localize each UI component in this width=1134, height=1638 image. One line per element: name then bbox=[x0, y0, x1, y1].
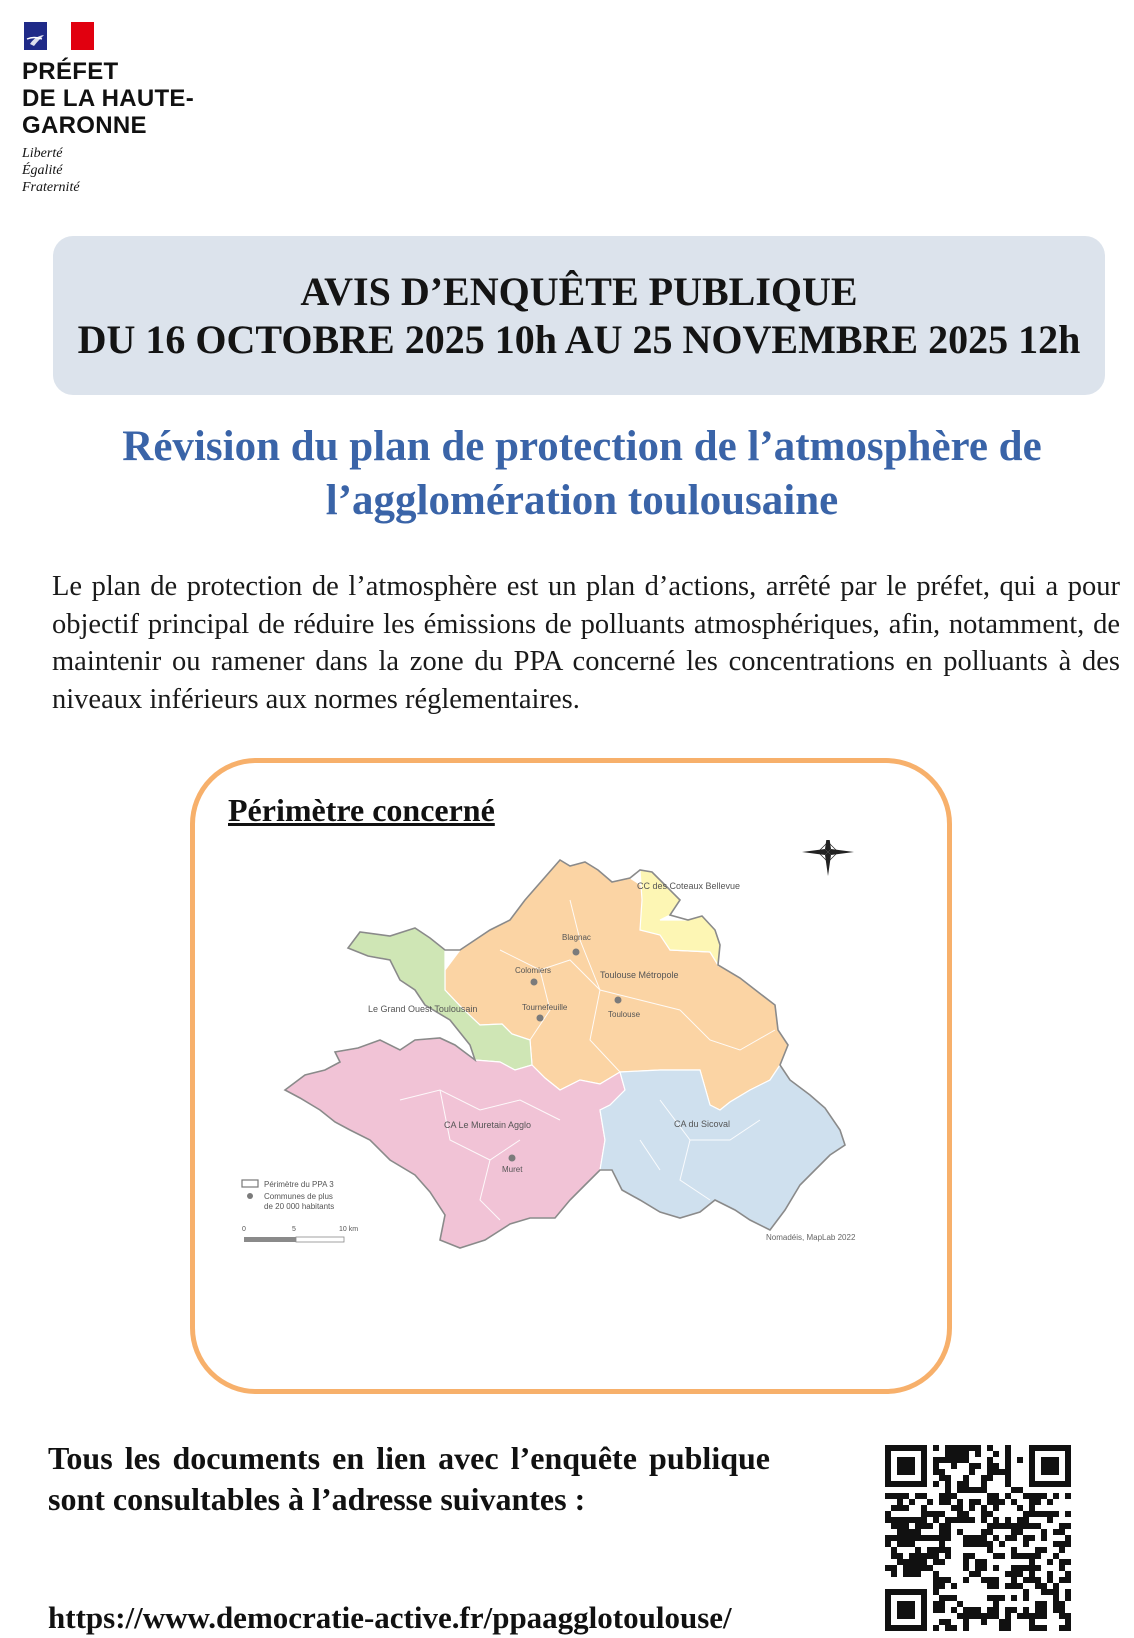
title-line-1: Révision du plan de protection de l’atmosphère de bbox=[122, 423, 1042, 470]
page-title bbox=[30, 420, 1134, 528]
documents-notice: Tous les documents en lien avec l’enquête publique sont consultables à l’adresse suivantes : bbox=[48, 1440, 770, 1517]
zone-label-coteaux: CC des Coteaux Bellevue bbox=[637, 881, 741, 891]
map-title: Périmètre concerné bbox=[228, 792, 495, 828]
legend-perimeter-swatch bbox=[242, 1180, 258, 1187]
title-line-2: l’agglomération toulousaine bbox=[325, 477, 839, 524]
perimeter-map bbox=[240, 840, 940, 1340]
zone-label-grand-ouest: Le Grand Ouest Toulousain bbox=[368, 1004, 478, 1014]
scale-zero: 0 bbox=[242, 1226, 246, 1233]
zone-label-metropole: Toulouse Métropole bbox=[600, 970, 679, 980]
scale-mid: 5 bbox=[292, 1226, 296, 1233]
qr-code-icon[interactable] bbox=[885, 1445, 1071, 1631]
zone-label-sicoval: CA du Sicoval bbox=[674, 1119, 731, 1129]
city-dot-muret bbox=[509, 1155, 516, 1162]
city-label-blagnac: Blagnac bbox=[562, 933, 591, 942]
legend-communes-line1: Communes de plus bbox=[264, 1192, 333, 1201]
city-label-muret: Muret bbox=[502, 1165, 523, 1174]
city-dot-tournefeuille bbox=[537, 1015, 544, 1022]
marianne-flag-icon bbox=[24, 22, 94, 50]
institution-name: PRÉFET DE LA HAUTE- GARONNE bbox=[22, 58, 195, 139]
city-dot-blagnac bbox=[573, 949, 580, 956]
city-label-toulouse: Toulouse bbox=[608, 1010, 641, 1019]
notice-dates: DU 16 OCTOBRE 2025 10h AU 25 NOVEMBRE 2025 12h bbox=[77, 316, 1081, 362]
city-dot-toulouse bbox=[615, 997, 622, 1004]
scale-bar bbox=[242, 1226, 358, 1242]
compass-icon bbox=[802, 840, 854, 876]
legend-perimeter-label: Périmètre du PPA 3 bbox=[264, 1180, 334, 1189]
legend-commune-dot bbox=[247, 1193, 253, 1199]
map-legend bbox=[242, 1180, 334, 1211]
city-dot-colomiers bbox=[531, 979, 538, 986]
notice-header bbox=[53, 236, 1105, 395]
notice-title: AVIS D’ENQUÊTE PUBLIQUE bbox=[300, 268, 858, 314]
city-label-tournefeuille: Tournefeuille bbox=[522, 1003, 568, 1012]
zone-label-muretain: CA Le Muretain Agglo bbox=[444, 1120, 532, 1130]
prefecture-logo bbox=[22, 22, 222, 196]
legend-communes-line2: de 20 000 habitants bbox=[264, 1202, 335, 1211]
intro-paragraph: Le plan de protection de l’atmosphère est un plan d’actions, arrêté par le préfet, qui a pour objectif principal de réduire les émissions de polluants atmosphériques, afin, notamment, de maintenir ou ramener dans la zone du PPA concerné les concentrations en polluants à des niveaux inférieurs aux normes réglementaires. bbox=[52, 571, 1120, 715]
motto: Liberté Égalité Fraternité bbox=[22, 146, 80, 195]
documents-link[interactable]: https://www.democratie-active.fr/ppaagglotoulouse/ bbox=[48, 1600, 732, 1635]
map-credit: Nomadéis, MapLab 2022 bbox=[766, 1233, 856, 1242]
city-label-colomiers: Colomiers bbox=[515, 966, 552, 975]
scale-end: 10 km bbox=[339, 1226, 359, 1233]
